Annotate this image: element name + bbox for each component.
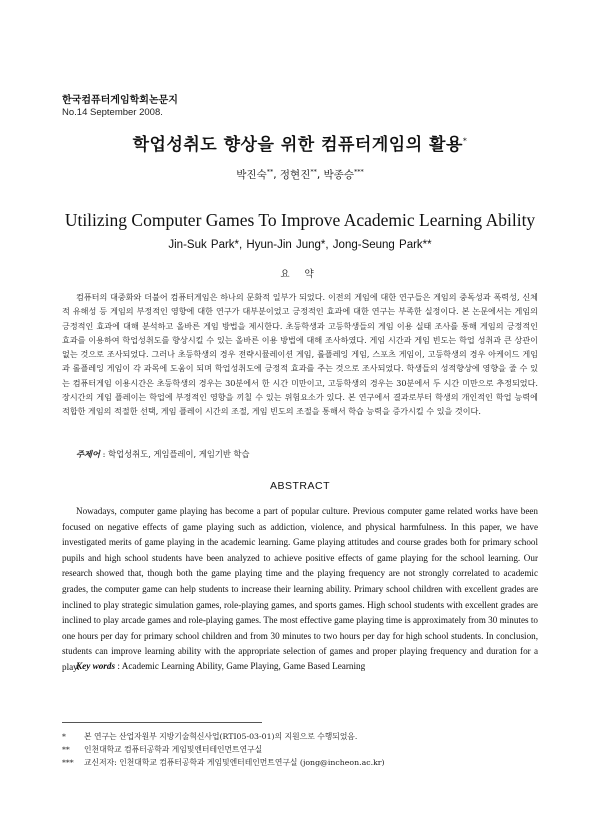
english-authors: Jin-Suk Park*, Hyun-Jin Jung*, Jong-Seung Park** <box>168 239 432 251</box>
journal-header <box>62 94 178 119</box>
english-keywords: Key words : Academic Learning Ability, Game Playing, Game Based Learning <box>76 661 366 671</box>
english-keywords-label: Key words <box>76 661 116 671</box>
korean-abstract: 컴퓨터의 대중화와 더불어 컴퓨터게임은 하나의 문화적 일부가 되었다. 이전의 게임에 대한 연구들은 게임의 중독성과 폭력성, 신체적 유해성 등 게임의 부정적인 영향에 대한 연구가 대부분이었고 긍정적인 효과에 대한 연구는 부족한 실정이다. 본 논문에서는 게임의 긍정적인 효과에 대해 분석하고 올바른 게임 방법을 제시한다. 초등학생과 고등학생들의 게임 이용 실태 조사를 통해 게임의 긍정적인 효과를 이용하여 학업성취도를 향상시킬 수 있는 올바른 이용 방법에 대해 조사하였다. 게임 시간과 게임 빈도는 학업 성취과 큰 상관이 없는 것으로 조사되었다. 그러나 초등학생의 경우 전략시뮬레이션 게임, 롤플레잉 게임, 스포츠 게임이, 고등학생의 경우 아케이드 게임과 롤플레잉 게임이 각 과목에 도움이 되며 학업성취도에 긍정적 효과를 주는 것으로 조사되었다. 학생들의 성적향상에 영향을 줄 수 있는 컴퓨터게임 이용시간은 초등학생의 경우는 30분에서 한 시간 미만이고, 고등학생의 경우는 30분에서 두 시간 미만으로 추정되었다. 장시간의 게임 플레이는 학업에 부정적인 영향을 끼칠 수 있는 위험요소가 있다. 본 연구에서 결과로부터 학생의 개인적인 학업 능력에 적합한 게임의 적절한 선택, 게임 플레이 시간의 조절, 게임 빈도의 조절을 통해서 학습 능력을 증가시킬 수 있을 것이다. <box>62 292 538 417</box>
author-ko-3-mark: *** <box>353 167 364 176</box>
journal-issue: No.14 September 2008. <box>62 107 163 118</box>
author-ko-3: 박종승 <box>323 169 354 181</box>
journal-name: 한국컴퓨터게임학회논문지 <box>62 95 178 106</box>
korean-keywords-text: 학업성취도, 게임플레이, 게임기반 학습 <box>108 449 250 459</box>
footnote-2-mark: ** <box>62 745 70 754</box>
footnotes <box>62 730 542 769</box>
korean-keywords: 주제어 : 학업성취도, 게임플레이, 게임기반 학습 <box>76 449 250 459</box>
footnote-3-mark: *** <box>62 758 74 767</box>
korean-authors: 박진숙**, 정현진**, 박종승*** <box>236 167 364 181</box>
footnote-2-text: 인천대학교 컴퓨터공학과 게임및엔터테인먼트연구실 <box>84 745 263 754</box>
author-ko-1: 박진숙 <box>236 169 267 181</box>
footnote-1 <box>62 730 542 743</box>
author-ko-1-mark: ** <box>266 167 274 176</box>
footnote-1-text: 본 연구는 산업자원부 지방기술혁신사업(RTI05-03-01)의 지원으로 수행되었음. <box>84 732 358 741</box>
korean-keywords-label: 주제어 <box>76 449 101 459</box>
author-ko-2: 정현진 <box>279 169 311 181</box>
english-abstract-heading: ABSTRACT <box>269 480 330 492</box>
footnote-3 <box>62 756 542 769</box>
english-abstract: Nowadays, computer game playing has become a part of popular culture. Previous computer game related works have been focused on negative effects of game playing such as addiction, violence, and physical harmfulness. In this paper, we have investigated merits of game playing in the academic learning. Game playing attitudes and course grades both for primary school pupils and high school students have been analyzed to achieve positive effects of game playing for the school learning. Our research showed that, though both the game playing time and the playing frequency are not strongly correlated to academic grades, the computer game can help students to increase their learning ability. Primary school children with excellent grades are inclined to play strategic simulation games, role-playing games, and sports games. High school students with excellent grades are inclined to play arcade games and role-playing games. The most effective game playing time is approximately from 30 minutes to one hours per day for primary school children and from 30 minutes to two hours per day for high school students. In conclusion, students can improve learning ability with the appropriate selection of games and proper playing frequency and duration for a play. <box>62 506 538 672</box>
korean-abstract-heading: 요 약 <box>280 269 320 280</box>
title-footnote-mark: * <box>462 136 468 146</box>
footnote-1-mark: * <box>62 732 66 741</box>
author-ko-2-mark: ** <box>310 167 317 176</box>
footnote-2 <box>62 743 542 756</box>
english-keywords-text: Academic Learning Ability, Game Playing, Game Based Learning <box>121 661 366 671</box>
korean-title <box>0 130 600 155</box>
english-title: Utilizing Computer Games To Improve Academic Learning Ability <box>64 210 536 230</box>
korean-title-text: 학업성취도 향상을 위한 컴퓨터게임의 활용 <box>132 135 463 155</box>
footnote-3-text: 교신저자: 인천대학교 컴퓨터공학과 게임및엔터테인먼트연구실 (jong@incheon.ac.kr) <box>84 758 385 767</box>
footnote-divider <box>62 722 262 723</box>
